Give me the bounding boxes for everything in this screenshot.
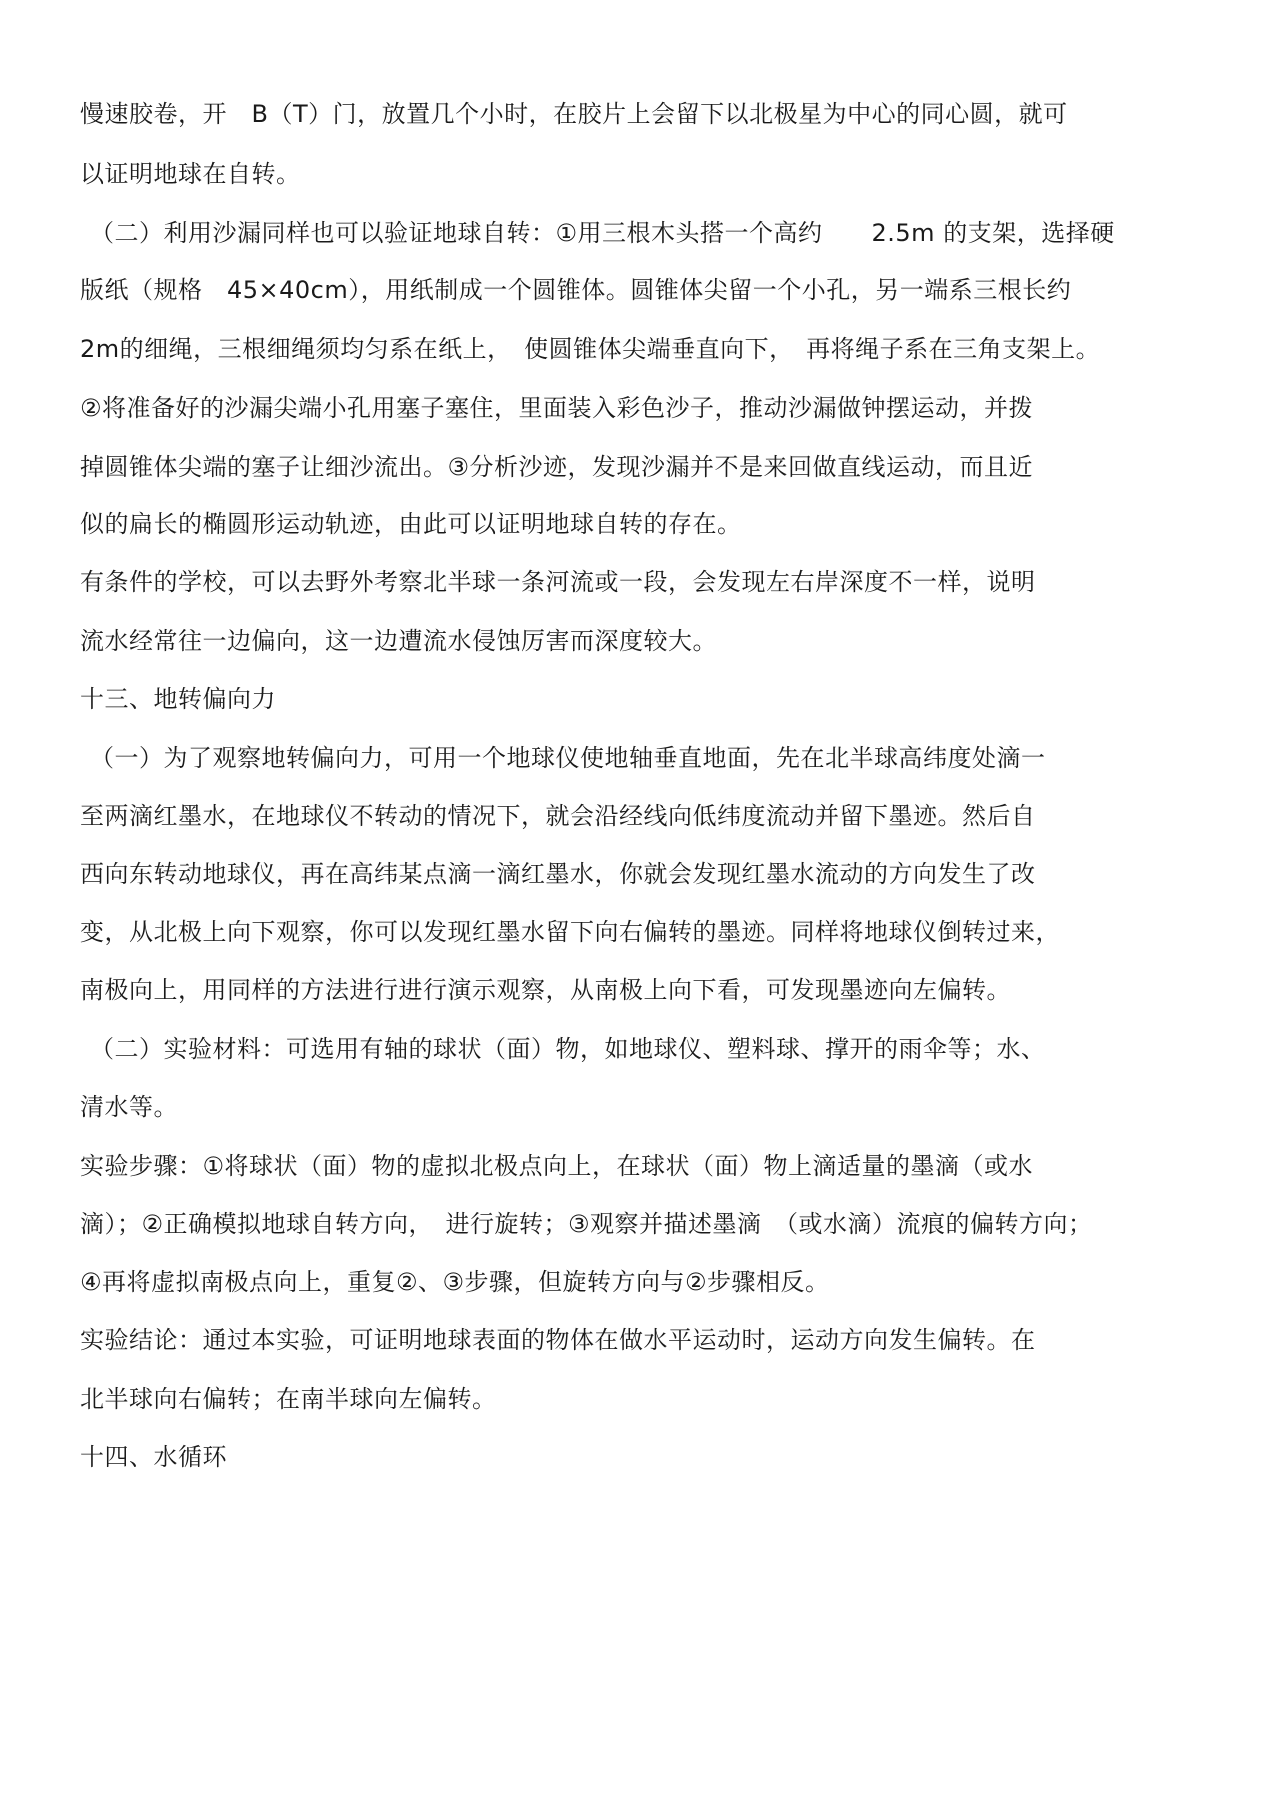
text-line: 北半球向右偏转；在南半球向左偏转。: [80, 1385, 497, 1413]
text-line: 掉圆锥体尖端的塞子让细沙流出。③分析沙迹，发现沙漏并不是来回做直线运动，而且近: [80, 453, 1034, 481]
text-line: 流水经常往一边偏向，这一边遭流水侵蚀厉害而深度较大。: [80, 627, 717, 655]
text-line: （一）为了观察地转偏向力，可用一个地球仪使地轴垂直地面，先在北半球高纬度处滴一: [90, 744, 1046, 772]
text-line: 清水等。: [80, 1093, 178, 1121]
text-line: 以证明地球在自转。: [80, 160, 301, 188]
text-line: 滴）；②正确模拟地球自转方向， 进行旋转；③观察并描述墨滴 （或水滴）流痕的偏转方向；: [80, 1210, 1093, 1238]
text-line: 实验步骤：①将球状（面）物的虚拟北极点向上，在球状（面）物上滴适量的墨滴（或水: [80, 1152, 1034, 1180]
text-line: 有条件的学校，可以去野外考察北半球一条河流或一段，会发现左右岸深度不一样，说明: [80, 568, 1036, 596]
section-heading: 十三、地转偏向力: [80, 685, 276, 713]
text-line: ②将准备好的沙漏尖端小孔用塞子塞住，里面装入彩色沙子，推动沙漏做钟摆运动，并拨: [80, 394, 1034, 422]
text-line: ④再将虚拟南极点向上，重复②、③步骤，但旋转方向与②步骤相反。: [80, 1268, 830, 1296]
text-line: 慢速胶卷，开 B（T）门，放置几个小时，在胶片上会留下以北极星为中心的同心圆，就可: [80, 100, 1068, 128]
text-line: 变，从北极上向下观察，你可以发现红墨水留下向右偏转的墨迹。同样将地球仪倒转过来，: [80, 918, 1060, 946]
text-line: （二）利用沙漏同样也可以验证地球自转：①用三根木头搭一个高约 2.5m 的支架，选择硬: [90, 219, 1115, 247]
section-heading: 十四、水循环: [80, 1443, 227, 1471]
text-line: 2m的细绳，三根细绳须均匀系在纸上， 使圆锥体尖端垂直向下， 再将绳子系在三角支架上。: [80, 335, 1101, 363]
text-line: 西向东转动地球仪，再在高纬某点滴一滴红墨水，你就会发现红墨水流动的方向发生了改: [80, 860, 1036, 888]
text-line: 南极向上，用同样的方法进行进行演示观察，从南极上向下看，可发现墨迹向左偏转。: [80, 976, 1011, 1004]
text-line: （二）实验材料：可选用有轴的球状（面）物，如地球仪、塑料球、撑开的雨伞等；水、: [90, 1035, 1046, 1063]
text-line: 至两滴红墨水，在地球仪不转动的情况下，就会沿经线向低纬度流动并留下墨迹。然后自: [80, 802, 1036, 830]
text-line: 版纸（规格 45×40cm），用纸制成一个圆锥体。圆锥体尖留一个小孔，另一端系三根长约: [80, 276, 1072, 304]
text-line: 实验结论：通过本实验，可证明地球表面的物体在做水平运动时，运动方向发生偏转。在: [80, 1326, 1036, 1354]
text-line: 似的扁长的椭圆形运动轨迹，由此可以证明地球自转的存在。: [80, 510, 742, 538]
